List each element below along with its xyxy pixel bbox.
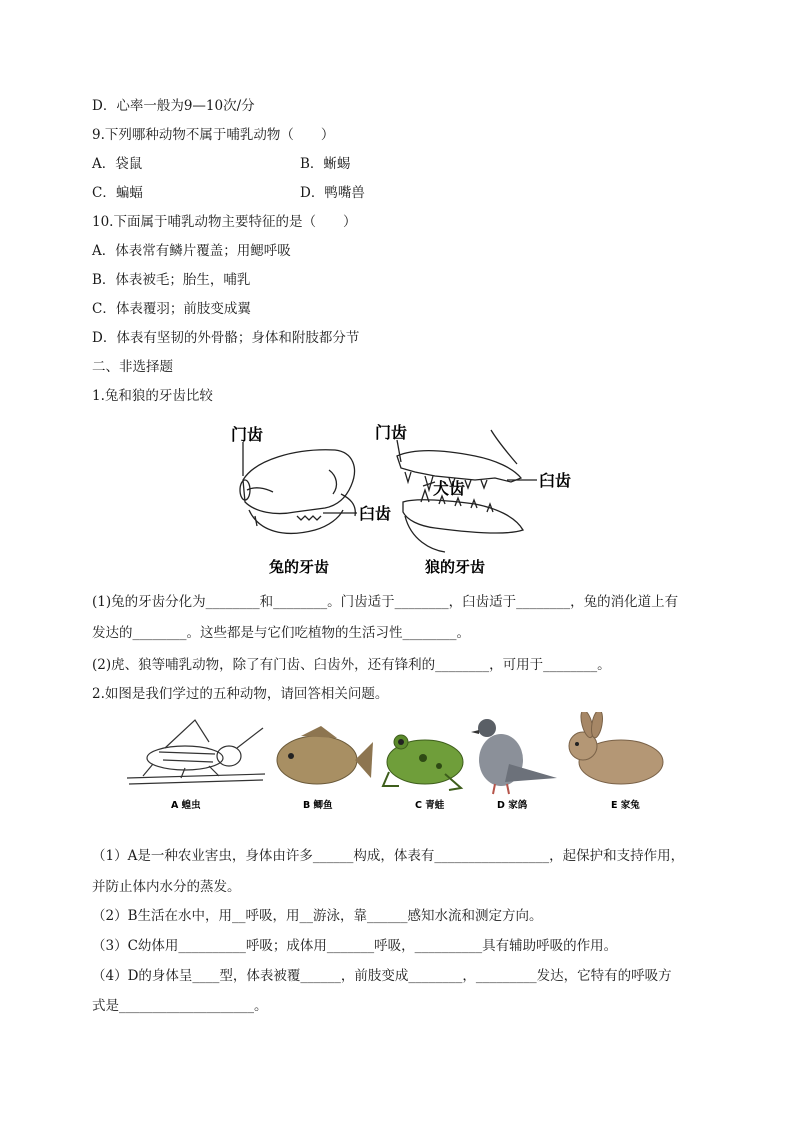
rabbit-skull-drawing xyxy=(240,450,355,534)
carp-drawing xyxy=(277,726,373,784)
q2-title: 2.如图是我们学过的五种动物，请回答相关问题。 xyxy=(92,686,389,702)
wolf-canine-label: 犬齿 xyxy=(433,479,466,498)
q9-stem: 9.下列哪种动物不属于哺乳动物（ ） xyxy=(92,127,335,143)
section-title: 二、非选择题 xyxy=(92,359,173,375)
q2-part1-line1: （1）A是一种农业害虫，身体由许多______构成，体表有_________________，起保护和支持作用， xyxy=(92,848,685,864)
wolf-incisor-label: 门齿 xyxy=(375,423,408,442)
rabbit-drawing xyxy=(569,712,663,784)
rabbit-teeth-caption: 兔的牙齿 xyxy=(269,558,330,576)
q9-options-row2 xyxy=(92,183,365,203)
q1-part1-line2: 发达的________。这些都是与它们吃植物的生活习性________。 xyxy=(92,625,470,641)
q2-part3: （3）C幼体用__________呼吸；成体用_______呼吸，__________具有辅助呼吸的作用。 xyxy=(92,938,618,954)
five-animals-figure xyxy=(125,712,685,822)
q9-option-c: C．蝙蝠 xyxy=(92,185,143,201)
rabbit-incisor-label: 门齿 xyxy=(231,425,264,444)
q10-option-a: A．体表常有鳞片覆盖；用鳃呼吸 xyxy=(92,243,291,259)
q9-option-d: D．鸭嘴兽 xyxy=(300,185,365,201)
q8-option-d: D．心率一般为9—10次/分 xyxy=(92,98,255,114)
animal-label-b: B 鲫鱼 xyxy=(303,800,333,811)
q1-part2: (2)虎、狼等哺乳动物，除了有门齿、臼齿外，还有锋利的________，可用于________。 xyxy=(92,657,611,673)
q1-part1-line1: (1)兔的牙齿分化为________和________。门齿适于________，臼齿适于________，兔的消化道上有 xyxy=(92,594,679,610)
q10-option-d: D．体表有坚韧的外骨骼；身体和附肢都分节 xyxy=(92,330,360,346)
pigeon-drawing xyxy=(471,719,557,794)
teeth-comparison-figure xyxy=(225,420,585,585)
q9-option-b: B．蜥蜴 xyxy=(300,156,351,172)
frog-drawing xyxy=(383,735,463,790)
q9-option-a: A．袋鼠 xyxy=(92,156,143,172)
animal-label-c: C 青蛙 xyxy=(415,800,445,811)
animal-label-a: A 蝗虫 xyxy=(171,800,201,811)
grasshopper-drawing xyxy=(127,720,265,784)
q10-stem: 10.下面属于哺乳动物主要特征的是（ ） xyxy=(92,214,357,230)
animal-label-e: E 家兔 xyxy=(611,800,640,811)
q2-part4-line1: （4）D的身体呈____型，体表被覆______，前肢变成________，_________发达，它特有的呼吸方 xyxy=(92,968,672,984)
rabbit-molar-label: 臼齿 xyxy=(359,504,392,523)
q2-part2: （2）B生活在水中，用__呼吸，用__游泳，靠______感知水流和测定方向。 xyxy=(92,908,543,924)
wolf-teeth-caption: 狼的牙齿 xyxy=(425,558,486,576)
wolf-molar-label: 臼齿 xyxy=(539,471,572,490)
q10-option-b: B．体表被毛；胎生，哺乳 xyxy=(92,272,251,288)
q10-option-c: C．体表覆羽；前肢变成翼 xyxy=(92,301,251,317)
q2-part4-line2: 式是____________________。 xyxy=(92,998,268,1014)
q2-part1-line2: 并防止体内水分的蒸发。 xyxy=(92,879,241,895)
q9-options-row1 xyxy=(92,154,351,174)
animal-label-d: D 家鸽 xyxy=(497,800,528,811)
q1-title: 1.兔和狼的牙齿比较 xyxy=(92,388,213,404)
